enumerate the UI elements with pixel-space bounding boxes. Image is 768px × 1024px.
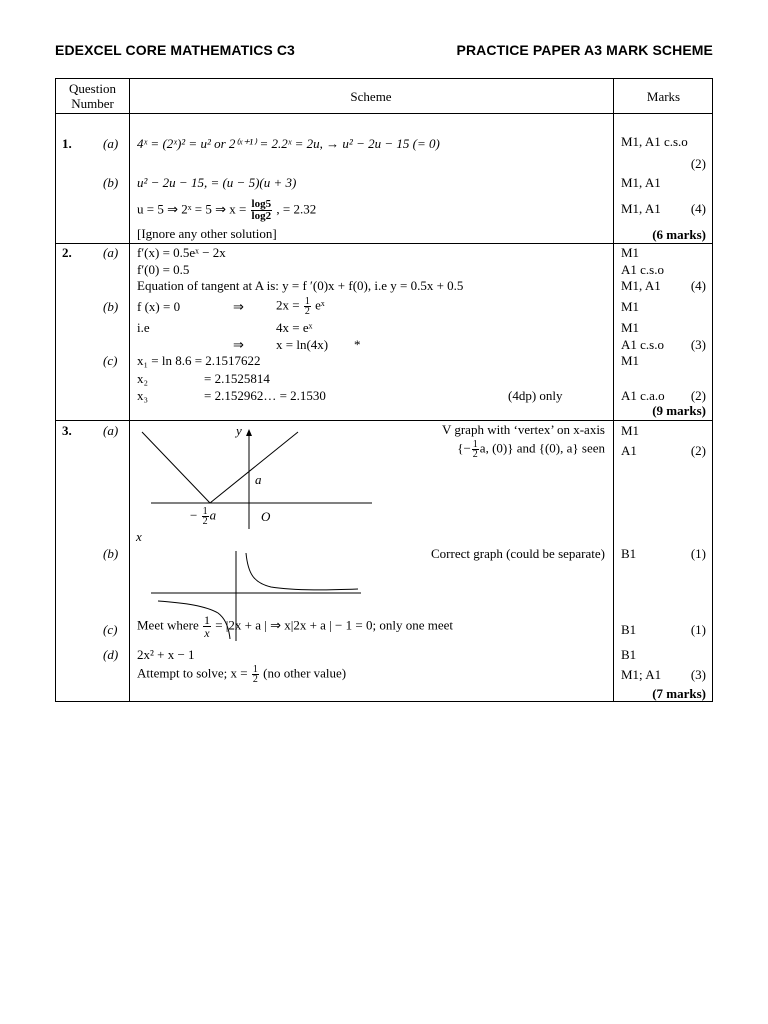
- q1-part-a-label: (a): [103, 136, 119, 151]
- q2-c-line2-right: = 2.1525814: [204, 371, 270, 386]
- q3-part-c-label: (c): [103, 622, 118, 637]
- q1-b-fraction-denominator: log2: [251, 210, 272, 222]
- q2-b-line1-marks: M1: [621, 299, 640, 314]
- q2-b-line1-fraction: [304, 297, 311, 316]
- v-graph-vertex-fraction: [202, 507, 209, 526]
- q3-a-marks2: A1: [621, 443, 637, 458]
- reciprocal-graph-positive-branch: [246, 553, 358, 590]
- q2-c-line1: x₁ = ln 8.6 = 2.1517622: [137, 353, 261, 368]
- q1-total-marks: (6 marks): [652, 227, 706, 242]
- v-graph-x-label: x: [136, 529, 142, 544]
- q3-a-total: (2): [690, 443, 706, 458]
- q2-c-line3-right: = 2.152962… = 2.1530: [204, 388, 326, 403]
- q3-d-line2-note: (no other value): [263, 665, 347, 681]
- q2-b-fraction-numerator: 1: [304, 296, 310, 307]
- q2-total-marks: (9 marks): [652, 403, 706, 418]
- q2-a-line2-marks: A1 c.s.o: [621, 262, 664, 277]
- q2-c-line3-note: (4dp) only: [508, 388, 563, 403]
- q3-d-line1-marks: B1: [621, 647, 637, 662]
- q1-b-line2-text: u = 5 ⇒ 2ˣ = 5 ⇒ x =: [137, 201, 247, 217]
- header-title-right: PRACTICE PAPER A3 MARK SCHEME: [456, 42, 713, 58]
- q2-a-line1-marks: M1: [621, 245, 640, 260]
- q3-b-total: (1): [690, 546, 706, 561]
- q2-b-line3-right: x = ln(4x): [276, 337, 329, 352]
- q2-c-line3-marks: A1 c.a.o: [621, 388, 665, 403]
- q1-a-total: (2): [690, 156, 706, 171]
- q3-c-fraction-numerator: 1: [203, 613, 210, 627]
- q1-b-total: (4): [690, 201, 706, 216]
- q2-part-c-label: (c): [103, 353, 118, 368]
- q3-c-scheme: [137, 614, 453, 639]
- column-header-scheme: Scheme: [350, 89, 392, 104]
- q3-c-equation: = |2x + a | ⇒ x|2x + a | − 1 = 0; only one meet: [215, 617, 453, 633]
- q1-b-line2: [137, 199, 316, 222]
- row-divider-q1: [56, 243, 712, 244]
- q1-b-line2-marks: M1, A1: [621, 201, 661, 216]
- q3-a-marks1: M1: [621, 423, 640, 438]
- q1-b-line1-marks: M1, A1: [621, 175, 661, 190]
- q2-c-line1-marks: M1: [621, 353, 640, 368]
- q2-b-line1-arrow: ⇒: [233, 299, 244, 314]
- q1-b-note: [Ignore any other solution]: [137, 226, 277, 241]
- q2-b-line2-left: i.e: [137, 320, 150, 335]
- q2-a-total: (4): [690, 278, 706, 293]
- q3-part-b-label: (b): [103, 546, 119, 561]
- q3-b-marks: B1: [621, 546, 637, 561]
- q3-a-desc2: [457, 440, 605, 459]
- q2-b-line1-lhs: 2x =: [276, 297, 300, 313]
- v-graph-vertex-fraction-numerator: 1: [202, 506, 208, 517]
- q3-c-fraction: [203, 614, 211, 639]
- q3-a-desc2-end: a, (0)} and {(0), a} seen: [479, 440, 605, 456]
- q2-b-total: (3): [690, 337, 706, 352]
- q2-a-line2: f′(0) = 0.5: [137, 262, 190, 277]
- q3-a-desc1: V graph with ‘vertex’ on x-axis: [441, 422, 605, 437]
- question-number-2: 2.: [62, 245, 72, 260]
- q2-b-line1-right: [276, 297, 325, 316]
- header-title-left: EDEXCEL CORE MATHEMATICS C3: [55, 42, 295, 58]
- q1-part-b-label: (b): [103, 175, 119, 190]
- q3-a-desc2-start: {−: [457, 440, 471, 456]
- q2-b-line1-left: f (x) = 0: [137, 299, 181, 314]
- v-graph-right-branch: [210, 432, 298, 503]
- q1-b-line1: u² − 2u − 15, = (u − 5)(u + 3): [137, 175, 297, 190]
- q3-c-fraction-denominator: x: [204, 626, 210, 640]
- q2-a-line1: f′(x) = 0.5eˣ − 2x: [137, 245, 226, 260]
- q2-c-line2-left: x₂: [137, 371, 149, 386]
- q3-a-desc2-fraction: [472, 440, 479, 459]
- column-divider-question: [129, 79, 130, 701]
- q3-total-marks: (7 marks): [652, 686, 706, 701]
- v-graph: [136, 424, 396, 544]
- q1-a-marks: M1, A1 c.s.o: [621, 134, 688, 149]
- q3-d-fraction-denominator: 2: [252, 674, 258, 685]
- q3-c-text: Meet where: [137, 617, 199, 633]
- q3-d-line2-marks: M1; A1: [621, 667, 662, 682]
- v-graph-left-branch: [142, 432, 210, 503]
- header-row-divider: [56, 113, 712, 114]
- q2-b-fraction-denominator: 2: [304, 306, 310, 317]
- q1-b-fraction-numerator: log5: [251, 198, 272, 210]
- q2-b-line2-marks: M1: [621, 320, 640, 335]
- question-number-1: 1.: [62, 136, 72, 151]
- q2-b-line3-marks: A1 c.s.o: [621, 337, 664, 352]
- q3-a-desc2-fraction-denominator: 2: [472, 449, 478, 460]
- q3-d-line1: 2x² + x − 1: [137, 647, 195, 662]
- column-header-question: [56, 81, 129, 111]
- v-graph-vertex-label: [190, 507, 216, 526]
- q2-b-line1-rhs: eˣ: [315, 297, 325, 313]
- column-divider-marks: [613, 79, 614, 701]
- row-divider-q2: [56, 420, 712, 421]
- v-graph-vertex-minus: −: [190, 507, 198, 523]
- q2-b-line3-arrow: ⇒: [233, 337, 244, 352]
- q2-part-a-label: (a): [103, 245, 119, 260]
- q2-b-line3-star: *: [354, 337, 361, 352]
- q3-a-desc2-fraction-numerator: 1: [472, 439, 478, 450]
- q3-d-fraction-numerator: 1: [252, 664, 258, 675]
- q3-d-total: (3): [690, 667, 706, 682]
- q3-d-line2: [137, 665, 346, 684]
- v-graph-origin-label: O: [261, 509, 271, 524]
- q3-part-a-label: (a): [103, 423, 119, 438]
- q2-part-b-label: (b): [103, 299, 119, 314]
- q1-b-line2-fraction: [251, 199, 273, 222]
- v-graph-a-label: a: [255, 472, 262, 487]
- v-graph-vertex-a: a: [209, 507, 217, 523]
- q3-d-line2-fraction: [252, 665, 259, 684]
- q2-c-line3-left: x₃: [137, 388, 149, 403]
- q2-c-total: (2): [690, 388, 706, 403]
- v-graph-y-label: y: [236, 423, 242, 438]
- mark-scheme-table: [55, 78, 713, 702]
- q1-a-scheme: 4ˣ = (2ˣ)² = u² or 2⁽ˣ⁺¹⁾ = 2.2ˣ = 2u, → u² − 2u − 15 (= 0): [137, 136, 440, 151]
- column-header-question-line2: Number: [71, 96, 114, 111]
- q3-c-marks: B1: [621, 622, 637, 637]
- q2-b-line2-right: 4x = eˣ: [276, 320, 313, 335]
- column-header-marks: Marks: [646, 89, 681, 104]
- v-graph-vertex-fraction-denominator: 2: [202, 516, 208, 527]
- column-header-question-line1: Question: [69, 81, 116, 96]
- q3-part-d-label: (d): [103, 647, 119, 662]
- q2-a-line3-marks: M1, A1: [621, 278, 661, 293]
- v-graph-y-arrow-icon: [246, 429, 252, 436]
- q3-b-desc: Correct graph (could be separate): [431, 546, 605, 561]
- q3-d-line2-text: Attempt to solve; x =: [137, 665, 248, 681]
- question-number-3: 3.: [62, 423, 72, 438]
- q3-c-total: (1): [690, 622, 706, 637]
- q2-a-line3: Equation of tangent at A is: y = f ′(0)x + f(0), i.e y = 0.5x + 0.5: [137, 278, 464, 293]
- q1-b-line2-result: , = 2.32: [276, 201, 317, 217]
